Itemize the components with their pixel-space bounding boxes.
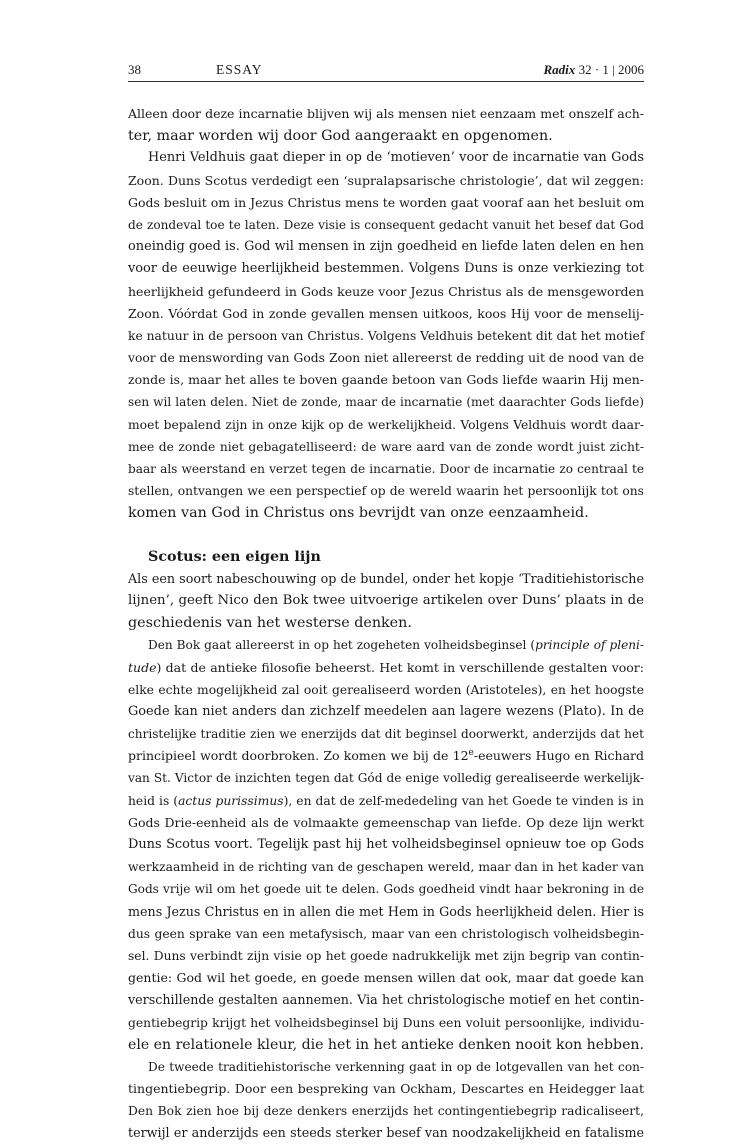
text-line: baar als weerstand en verzet tegen de incarnatie. Door de incarnatie zo centraal te [128,462,644,476]
text-line: gentiebegrip krijgt het volheidsbeginsel bij Duns een voluit persoonlijke, individu- [128,1015,644,1030]
text-line: mee de zonde niet gebagatelliseerd: de ware aard van de zonde wordt juist zicht- [128,439,644,454]
text-line: principieel wordt doorbroken. Zo komen we bij de 12e-eeuwers Hugo en Richard [128,748,645,764]
text-line: christelijke traditie zien we enerzijds dat dit beginsel doorwerkt, anderzijds dat het [128,727,644,742]
text-line: zonde is, maar het alles te boven gaande betoon van Gods liefde waarin Hij men- [128,372,644,388]
text-line: Gods besluit om in Jezus Christus mens te worden gaat vooraf aan het besluit om [128,194,645,210]
text-line: geschiedenis van het westerse denken. [128,615,412,632]
text-line: oneindig goed is. God wil mensen in zijn goedheid en liefde laten delen en hen [128,239,644,255]
italic-term: tude [128,659,157,675]
text-line: Gods vrije wil om het goede uit te delen. Gods goedheid vindt haar bekroning in de [128,882,644,897]
article-body [128,103,644,1145]
text-line: Goede kan niet anders dan zichzelf meedelen aan lagere wezens (Plato). In de [128,703,644,719]
text-line: tingentiebegrip. Door een bespreking van Ockham, Descartes en Heidegger laat [128,1081,644,1097]
text-line: ter, maar worden wij door God aangeraakt en opgenomen. [128,128,553,145]
text-line: Duns Scotus voort. Tegelijk past hij het volheidsbeginsel opnieuw toe op Gods [128,837,644,852]
running-header [128,62,644,80]
text-line: elke echte mogelijkheid zal ooit gerealiseerd worden (Aristoteles), en het hoogste [128,682,644,697]
text-line: Alleen door deze incarnatie blijven wij als mensen niet eenzaam met onszelf ach- [128,106,644,121]
text-line: lijnen’, geeft Nico den Bok twee uitvoerige artikelen over Duns’ plaats in de [128,592,644,608]
text-line: verschillende gestalten aannemen. Via het christologische motief en het contin- [128,992,644,1008]
text-line: heid is (actus purissimus), en dat de zelf-mededeling van het Goede te vinden is in [128,793,644,808]
superscript: e [468,748,474,759]
text-line: Zoon. Duns Scotus verdedigt een ‘supralapsarische christologie’, dat wil zeggen: [128,172,644,188]
section-heading: Scotus: een eigen lijn [148,548,321,565]
text-line: Gods Drie-eenheid als de volmaakte gemeenschap van liefde. Op deze lijn werkt [128,814,644,830]
text-line: sel. Duns verbindt zijn visie op het goede nadrukkelijk met zijn begrip van contin- [128,948,644,963]
text-line: Als een soort nabeschouwing op de bundel, onder het kopje ‘Traditiehistorische [128,570,644,586]
text-line: komen van God in Christus ons bevrijdt van onze eenzaamheid. [128,505,589,522]
italic-term: principle of pleni- [535,638,644,653]
text-line: Zoon. Vóórdat God in zonde gevallen mensen uitkoos, koos Hij voor de menselij- [128,305,644,321]
text-line: ke natuur in de persoon van Christus. Volgens Veldhuis betekent dit dat het motief [128,328,645,343]
text-line: stellen, ontvangen we een perspectief op de wereld waarin het persoonlijk tot ons [128,484,644,499]
text-line: gentie: God wil het goede, en goede mensen willen dat ook, maar dat goede kan [128,970,644,986]
journal-reference [544,62,644,78]
text-line: De tweede traditiehistorische verkenning gaat in op de lotgevallen van het con- [148,1059,644,1074]
text-line: van St. Victor de inzichten tegen dat Gód de enige volledig gerealiseerde werkelijk- [128,771,644,786]
text-line: Den Bok zien hoe bij deze denkers enerzijds het contingentiebegrip radicaliseert, [128,1104,644,1119]
text-line: Den Bok gaat allereerst in op het zogeheten volheidsbeginsel (principle of pleni- [148,638,644,653]
text-line: dus geen sprake van een metafysisch, maar van een christologisch volheidsbegin- [128,926,644,941]
text-line: terwijl er anderzijds een steeds sterker besef van noodzakelijkheid en fatalisme [128,1125,644,1141]
text-line: heerlijkheid gefundeerd in Gods keuze voor Jezus Christus als de mensgeworden [128,283,644,299]
page-number: 38 [128,62,141,77]
journal-name: Radix [543,62,576,77]
journal-issue: 32 · 1 | 2006 [578,62,644,77]
section-label: ESSAY [216,62,263,77]
italic-term: actus purissimus [178,793,284,808]
text-line: de zondeval toe te laten. Deze visie is consequent gedacht vanuit het besef dat God [128,217,644,232]
text-line: werkzaamheid in de richting van de geschapen wereld, maar dan in het kader van [128,860,644,875]
text-line: moet bepalend zijn in onze kijk op de werkelijkheid. Volgens Veldhuis wordt daar- [128,417,644,432]
text-line: voor de eeuwige heerlijkheid bestemmen. Volgens Duns is onze verkiezing tot [128,261,644,277]
text-line: Henri Veldhuis gaat dieper in op de ‘motieven’ voor de incarnatie van Gods [148,150,644,166]
text-line: sen wil laten delen. Niet de zonde, maar de incarnatie (met daarachter Gods liefde) [128,395,644,410]
text-line: mens Jezus Christus en in allen die met Hem in Gods heerlijkheid delen. Hier is [128,903,644,919]
text-line: tude) dat de antieke filosofie beheerst. Het komt in verschillende gestalten voor: [128,659,644,675]
text-line: voor de menswording van Gods Zoon niet allereerst de redding uit de nood van de [128,351,644,366]
header-rule [128,81,644,82]
text-line: ele en relationele kleur, die het in het antieke denken nooit kon hebben. [128,1036,644,1053]
